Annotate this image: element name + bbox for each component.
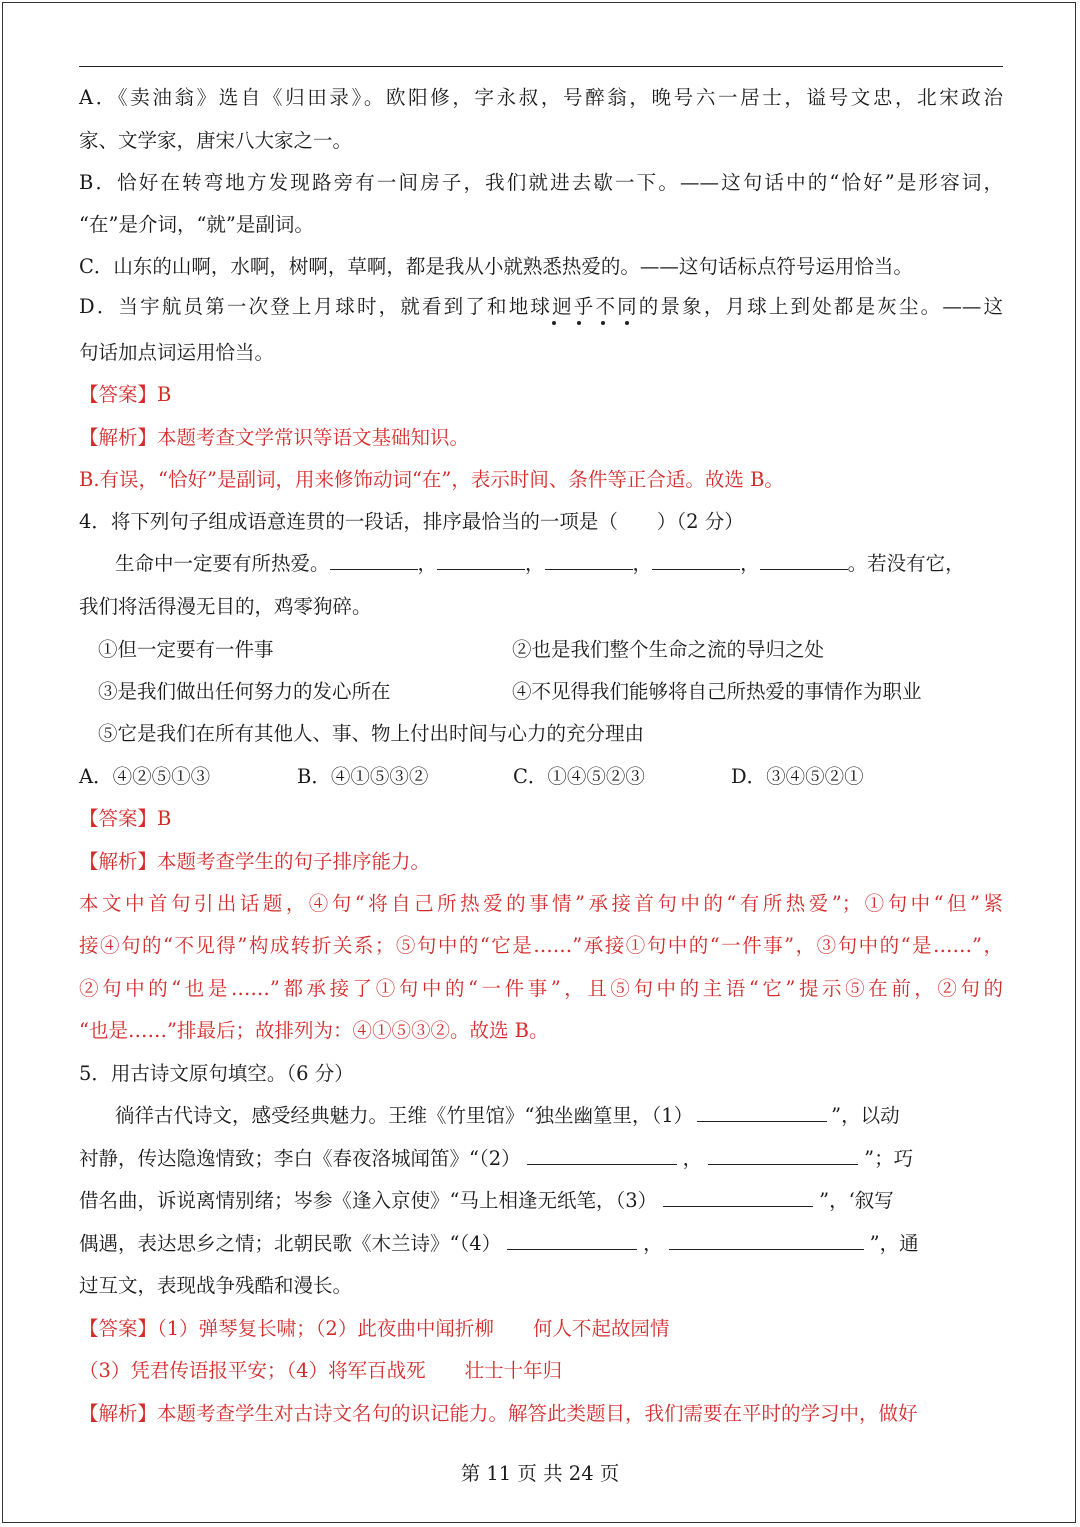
answer-value: B (157, 383, 172, 406)
sentence-3: ③是我们做出任何努力的发心所在 (98, 680, 391, 703)
answer-label: 【答案】 (79, 1317, 158, 1340)
option-d-line1: D．当宇航员第一次登上月球时，就看到了和地球迥乎不同的景象，月球上到处都是灰尘。——这 (79, 295, 1003, 318)
q5-line5: 过互文，表现战争残酷和漫长。 (79, 1274, 353, 1297)
option-c-line1: C．山东的山啊，水啊，树啊，草啊，都是我从小就熟悉热爱的。——这句话标点符号运用恰当。 (79, 255, 913, 278)
q4-detail-line1: 本文中首句引出话题，④句“将自己所热爱的事情”承接首句中的“有所热爱”；①句中“但”紧 (79, 892, 1003, 915)
q5-line3: 借名曲，诉说离情别绪；岑参《逢入京使》“马上相逢无纸笔，（3） ”，‘叙写 (79, 1189, 894, 1212)
q5-answer-line2: （3）凭君传语报平安；（4）将军百战死 壮士十年归 (79, 1359, 563, 1382)
q5-analysis (79, 1400, 1003, 1428)
page-number: 第 11 页 共 24 页 (460, 1462, 620, 1485)
fill-blank (330, 551, 418, 570)
emphasis-dot (625, 321, 629, 325)
sentence-2: ②也是我们整个生命之流的导归之处 (512, 638, 825, 661)
option-a-line1: A．《卖油翁》选自《归田录》。欧阳修，字永叔，号醉翁，晚号六一居士，谥号文忠，北宋政治 (79, 86, 1003, 109)
fill-blank (760, 551, 848, 570)
answer-label: 【答案】 (79, 383, 158, 406)
q3-analysis-detail: B.有误，“恰好”是副词，用来修饰动词“在”，表示时间、条件等正合适。故选 B。 (79, 468, 784, 491)
option-d-line2: 句话加点词运用恰当。 (79, 341, 275, 364)
q5-stem: 5．用古诗文原句填空。（6 分） (79, 1062, 354, 1085)
fill-blank (507, 1231, 637, 1250)
q3-answer (79, 381, 1003, 409)
analysis-text: 本题考查文学常识等语文基础知识。 (157, 426, 470, 449)
analysis-text: 本题考查学生的句子排序能力。 (157, 850, 431, 873)
q4-paragraph-line1: 生命中一定要有所热爱。 ， ， ， ， 。若没有它， (115, 552, 965, 575)
fill-blank (652, 551, 740, 570)
answer-label: 【答案】 (79, 807, 158, 830)
q4-paragraph-line2: 我们将活得漫无目的，鸡零狗碎。 (79, 595, 372, 618)
fill-blank (708, 1146, 858, 1165)
fill-blank (669, 1231, 864, 1250)
analysis-label: 【解析】 (79, 1402, 158, 1425)
answer-value: B (157, 807, 172, 830)
fill-blank (527, 1146, 677, 1165)
q5-answer (79, 1315, 1003, 1343)
analysis-label: 【解析】 (79, 426, 158, 449)
q4-detail-line2: 接④句的“不见得”构成转折关系；⑤句中的“它是……”承接①句中的“一件事”，③句中的“是……”， (79, 934, 1003, 957)
analysis-label: 【解析】 (79, 850, 158, 873)
sentence-5: ⑤它是我们在所有其他人、事、物上付出时间与心力的充分理由 (98, 722, 645, 745)
q4-answer (79, 805, 1003, 833)
q5-line4: 偶遇，表达思乡之情；北朝民歌《木兰诗》“（4） ， ”，通 (79, 1232, 919, 1255)
fill-blank (663, 1188, 813, 1207)
emphasis-dot (601, 321, 605, 325)
q4-detail-line4: “也是……”排最后；故排列为：④①⑤③②。故选 B。 (79, 1019, 549, 1042)
q5-line2: 衬静，传达隐逸情致；李白《春夜洛城闻笛》“（2） ， ”；巧 (79, 1147, 914, 1170)
q4-stem: 4．将下列句子组成语意连贯的一段话，排序最恰当的一项是（ ）（2 分） (79, 510, 744, 533)
option-b-line1: B．恰好在转弯地方发现路旁有一间房子，我们就进去歇一下。——这句话中的“恰好”是形容词， (79, 171, 1003, 194)
q5-line1: 徜徉古代诗文，感受经典魅力。王维《竹里馆》“独坐幽篁里，（1） ”，以动 (115, 1104, 900, 1127)
q4-detail-line3: ②句中的“也是……”都承接了①句中的“一件事”，且⑤句中的主语“它”提示⑤在前，②句的 (79, 977, 1003, 1000)
emphasis-dot (577, 321, 581, 325)
fill-blank (545, 551, 633, 570)
q4-option-d: D．③④⑤②① (731, 765, 864, 788)
q3-analysis (79, 424, 1003, 452)
option-a-line2: 家、文学家，唐宋八大家之一。 (79, 129, 353, 152)
sentence-4: ④不见得我们能够将自己所热爱的事情作为职业 (512, 680, 922, 703)
q4-option-a: A．④②⑤①③ (79, 765, 211, 788)
q4-analysis (79, 848, 1003, 876)
q4-option-b: B．④①⑤③② (297, 765, 429, 788)
q4-option-c: C．①④⑤②③ (513, 765, 645, 788)
answer-value: （1）弹琴复长啸；（2）此夜曲中闻折柳 何人不起故园情 (157, 1317, 670, 1340)
fill-blank (697, 1103, 827, 1122)
option-b-line2: “在”是介词，“就”是副词。 (79, 213, 314, 236)
analysis-text: 本题考查学生对古诗文名句的识记能力。解答此类题目，我们需要在平时的学习中，做好 (157, 1402, 918, 1425)
emphasis-dot (552, 321, 556, 325)
header-rule (79, 66, 1003, 67)
fill-blank (437, 551, 525, 570)
sentence-1: ①但一定要有一件事 (98, 638, 274, 661)
